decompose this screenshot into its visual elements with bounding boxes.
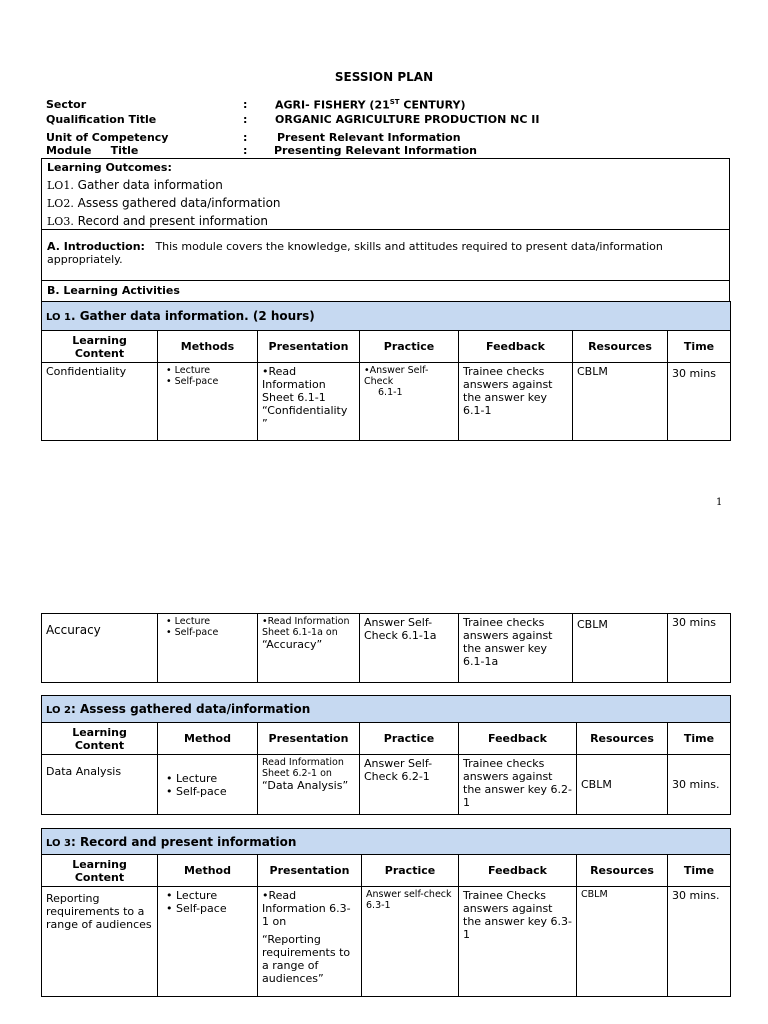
outcome-item: LO1. Gather data information — [47, 178, 223, 192]
col-presentation: Presentation — [258, 855, 362, 887]
cell-methods: • Lecture • Self-pace — [158, 614, 258, 683]
col-feedback: Feedback — [459, 331, 573, 363]
cell-content: Reporting requirements to a range of audiences — [42, 887, 158, 997]
col-presentation: Presentation — [258, 331, 360, 363]
introduction-text: This module covers the knowledge, skills and attitudes required to present data/information appropriately. — [47, 240, 663, 266]
col-practice: Practice — [360, 723, 459, 755]
lo1-continued-table — [41, 613, 731, 683]
cell-presentation: Read Information Sheet 6.2-1 on “Data Analysis” — [258, 755, 360, 815]
header-label: Unit of Competency — [46, 131, 169, 144]
col-method: Method — [158, 723, 258, 755]
table-row — [42, 614, 731, 683]
col-resources: Resources — [577, 723, 668, 755]
cell-practice: Answer Self-Check 6.1-1a — [360, 614, 459, 683]
header-colon: : — [243, 98, 248, 111]
cell-resources: CBLM — [577, 887, 668, 997]
outcome-item: LO3. Record and present information — [47, 214, 268, 228]
page-title: SESSION PLAN — [334, 70, 434, 84]
introduction-box — [41, 229, 730, 281]
cell-presentation: •Read Information Sheet 6.1-1a on “Accuracy” — [258, 614, 360, 683]
header-colon: : — [243, 113, 248, 126]
cell-methods: • Lecture • Self-pace — [158, 363, 258, 441]
col-time: Time — [668, 855, 731, 887]
col-presentation: Presentation — [258, 723, 360, 755]
outcome-item: LO2. Assess gathered data/information — [47, 196, 281, 210]
cell-feedback: Trainee checks answers against the answer key 6.1-1 — [459, 363, 573, 441]
cell-practice: Answer self-check 6.3-1 — [362, 887, 459, 997]
lo3-heading: LO 3: Record and present information — [42, 829, 731, 855]
cell-time: 30 mins. — [668, 755, 731, 815]
cell-feedback: Trainee Checks answers against the answer key 6.3-1 — [459, 887, 577, 997]
learning-activities-label: B. Learning Activities — [47, 284, 180, 297]
col-learning-content: Learning Content — [42, 331, 158, 363]
col-methods: Methods — [158, 331, 258, 363]
col-time: Time — [668, 331, 731, 363]
header-label: Qualification Title — [46, 113, 157, 126]
cell-methods: • Lecture • Self-pace — [158, 755, 258, 815]
header-value: AGRI- FISHERY (21ST CENTURY) — [275, 98, 466, 112]
col-method: Method — [158, 855, 258, 887]
col-learning-content: Learning Content — [42, 855, 158, 887]
cell-presentation: •Read Information Sheet 6.1-1 “Confidentiality ” — [258, 363, 360, 441]
header-colon: : — [243, 144, 248, 157]
cell-feedback: Trainee checks answers against the answer key 6.2-1 — [459, 755, 577, 815]
lo2-heading: LO 2: Assess gathered data/information — [42, 696, 731, 723]
table-row — [42, 887, 731, 997]
cell-time: 30 mins. — [668, 887, 731, 997]
col-practice: Practice — [362, 855, 459, 887]
cell-content: Accuracy — [42, 614, 158, 683]
table-row — [42, 755, 731, 815]
col-time: Time — [668, 723, 731, 755]
cell-feedback: Trainee checks answers against the answer key 6.1-1a — [459, 614, 573, 683]
cell-resources: CBLM — [573, 363, 668, 441]
cell-methods: • Lecture • Self-pace — [158, 887, 258, 997]
header-value: ORGANIC AGRICULTURE PRODUCTION NC II — [275, 113, 540, 126]
introduction-label: A. Introduction: — [47, 240, 145, 253]
cell-presentation: •Read Information 6.3-1 on “Reporting requirements to a range of audiences” — [258, 887, 362, 997]
col-feedback: Feedback — [459, 855, 577, 887]
col-practice: Practice — [360, 331, 459, 363]
header-label: Sector — [46, 98, 87, 111]
lo3-table — [41, 828, 731, 997]
header-label: Module Title — [46, 144, 139, 157]
cell-content: Data Analysis — [42, 755, 158, 815]
cell-time: 30 mins — [668, 614, 731, 683]
lo1-heading: LO 1. Gather data information. (2 hours) — [42, 302, 731, 331]
col-resources: Resources — [577, 855, 668, 887]
header-value: Present Relevant Information — [277, 131, 461, 144]
cell-practice: •Answer Self-Check 6.1-1 — [360, 363, 459, 441]
header-colon: : — [243, 131, 248, 144]
col-learning-content: Learning Content — [42, 723, 158, 755]
col-resources: Resources — [573, 331, 668, 363]
cell-resources: CBLM — [573, 614, 668, 683]
cell-practice: Answer Self-Check 6.2-1 — [360, 755, 459, 815]
cell-time: 30 mins — [668, 363, 731, 441]
learning-outcomes-box — [41, 158, 730, 230]
cell-resources: CBLM — [577, 755, 668, 815]
lo1-table — [41, 301, 731, 441]
lo2-table — [41, 695, 731, 815]
table-row — [42, 363, 731, 441]
col-feedback: Feedback — [459, 723, 577, 755]
outcomes-heading: Learning Outcomes: — [47, 161, 172, 174]
page-number: 1 — [716, 497, 723, 508]
cell-content: Confidentiality — [42, 363, 158, 441]
learning-activities-box — [41, 280, 730, 302]
header-value: Presenting Relevant Information — [274, 144, 478, 157]
